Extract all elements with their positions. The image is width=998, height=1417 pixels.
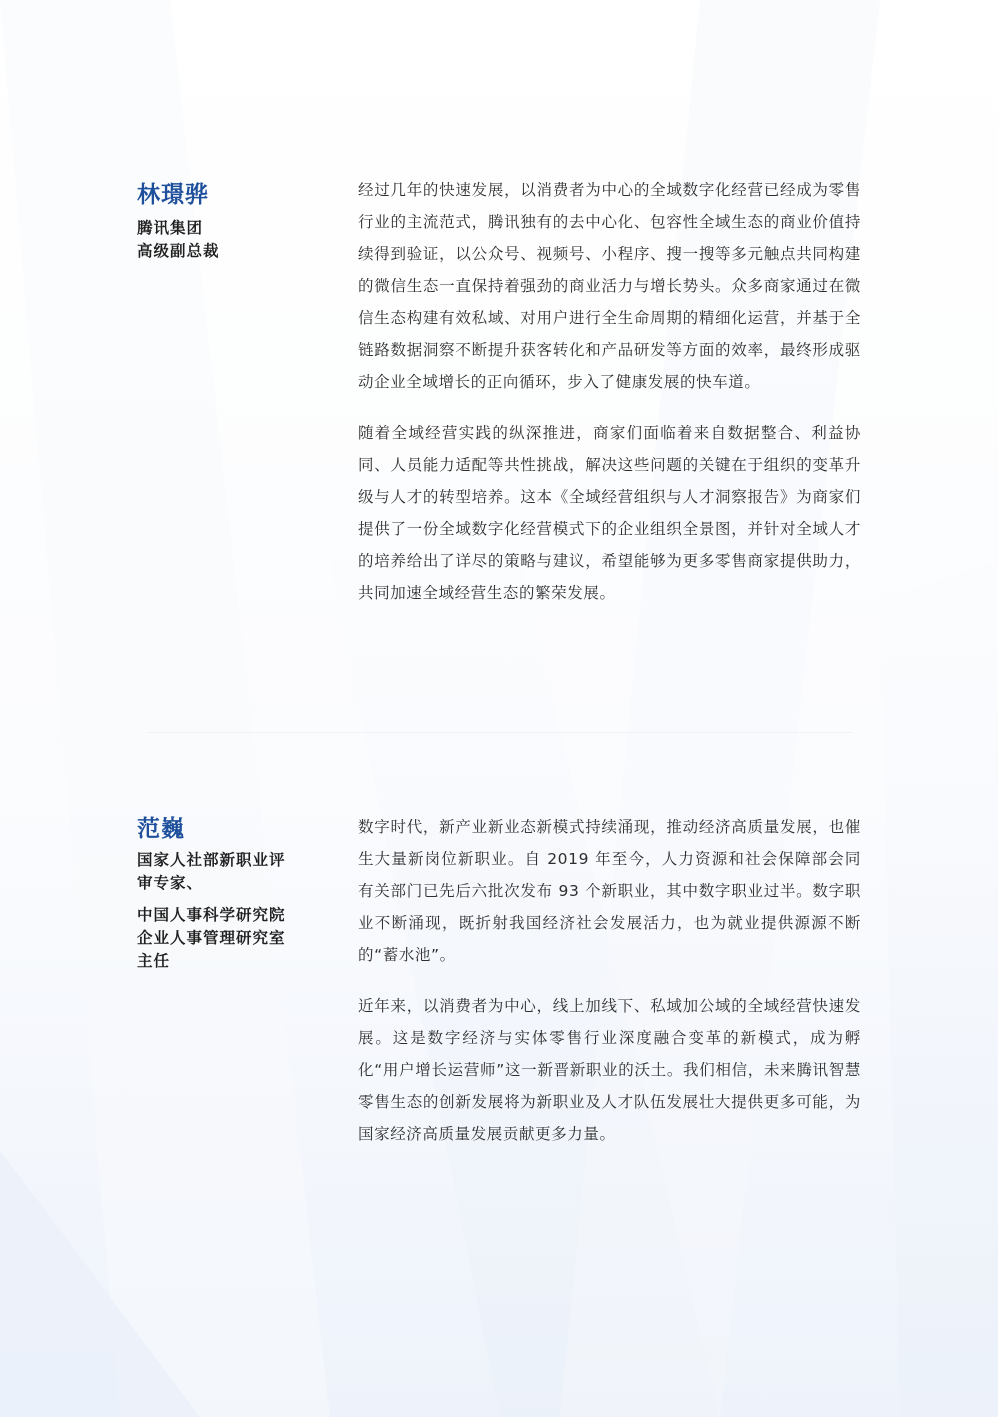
quote-paragraph: 近年来，以消费者为中心，线上加线下、私域加公域的全域经营快速发展。这是数字经济与实体零售行业深度融合变革的新模式，成为孵化“用户增长运营师”这一新晋新职业的沃土。我们相信，未来腾讯智慧零售生态的创新发展将为新职业及人才队伍发展壮大提供更多可能，为国家经济高质量发展贡献更多力量。 — [358, 997, 861, 1143]
person-titles — [137, 849, 297, 982]
person-name: 林璟骅 — [137, 181, 209, 208]
person-title: 中国人事科学研究院企业人事管理研究室主任 — [137, 906, 286, 970]
quote-paragraph: 经过几年的快速发展，以消费者为中心的全域数字化经营已经成为零售行业的主流范式，腾讯独有的去中心化、包容性全域生态的商业价值持续得到验证，以公众号、视频号、小程序、搜一搜等多元触点共同构建的微信生态一直保持着强劲的商业活力与增长势头。众多商家通过在微信生态构建有效私域、对用户进行全生命周期的精细化运营，并基于全链路数据洞察不断提升获客转化和产品研发等方面的效率，最终形成驱动企业全域增长的正向循环，步入了健康发展的快车道。 — [358, 181, 861, 391]
person-titles — [137, 217, 297, 272]
person-title: 国家人社部新职业评审专家、 — [137, 851, 286, 892]
person-title: 高级副总裁 — [137, 242, 220, 260]
section-divider — [148, 732, 852, 733]
quote-body — [358, 174, 861, 628]
quote-paragraph: 数字时代，新产业新业态新模式持续涌现，推动经济高质量发展，也催生大量新岗位新职业。自 2019 年至今，人力资源和社会保障部会同有关部门已先后六批次发布 93 个新职业，其中数字职业过半。数字职业不断涌现，既折射我国经济社会发展活力，也为就业提供源源不断的“蓄水池”。 — [358, 818, 861, 964]
quote-paragraph: 随着全域经营实践的纵深推进，商家们面临着来自数据整合、利益协同、人员能力适配等共性挑战，解决这些问题的关键在于组织的变革升级与人才的转型培养。这本《全域经营组织与人才洞察报告》为商家们提供了一份全域数字化经营模式下的企业组织全景图，并针对全域人才的培养给出了详尽的策略与建议，希望能够为更多零售商家提供助力，共同加速全域经营生态的繁荣发展。 — [358, 424, 861, 602]
person-title: 腾讯集团 — [137, 219, 204, 237]
quote-body — [358, 811, 861, 1169]
person-name: 范巍 — [137, 815, 185, 842]
